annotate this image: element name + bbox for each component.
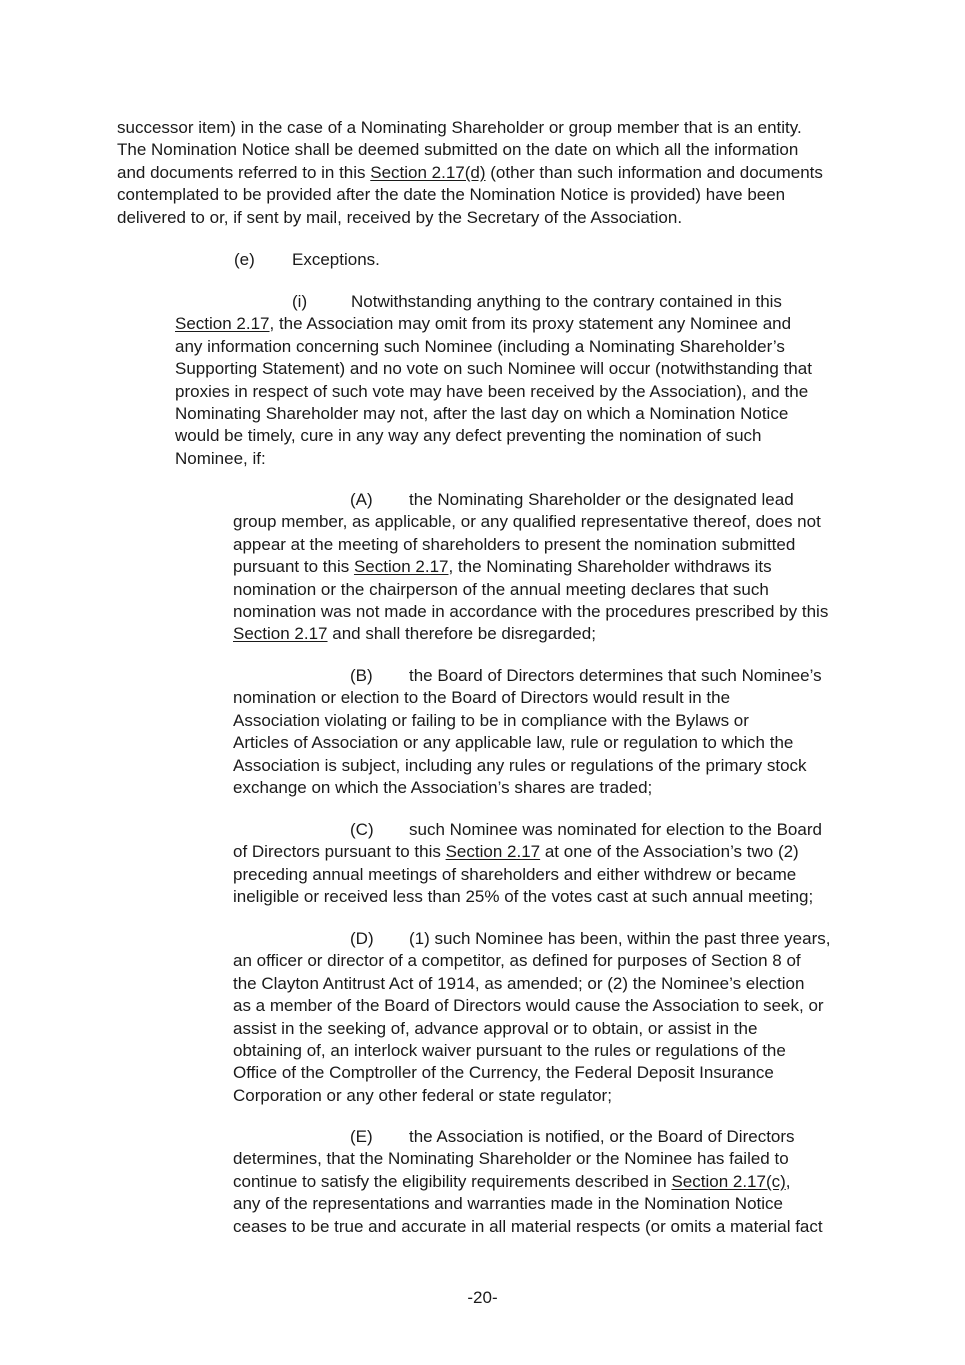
section-reference: Section 2.17: [175, 314, 270, 334]
text-line: delivered to or, if sent by mail, received by the Secretary of the Association.: [117, 207, 683, 227]
text-line: nomination was not made in accordance with the procedures prescribed by this: [233, 601, 829, 621]
text-line: Nominating Shareholder may not, after the last day on which a Nomination Notice: [175, 403, 789, 423]
item-b-paragraph: [233, 665, 822, 799]
text-span: and shall therefore be disregarded;: [327, 624, 596, 644]
text-span: Notwithstanding anything to the contrary contained in this: [351, 292, 782, 311]
text-line: Articles of Association or any applicable law, rule or regulation to which the: [233, 733, 794, 753]
text-line: [233, 623, 828, 645]
item-e-paragraph: [233, 1126, 823, 1238]
section-reference: Section 2.17: [353, 557, 449, 577]
text-line: would be timely, cure in any way any defect preventing the nomination of such: [175, 426, 762, 446]
text-line: [233, 1171, 823, 1193]
text-line: as a member of the Board of Directors would cause the Association to seek, or: [233, 996, 824, 1016]
text-span: and documents referred to in this: [117, 162, 371, 182]
section-reference: Section 2.17(d): [370, 162, 486, 182]
text-span: pursuant to this: [233, 557, 354, 577]
item-a-paragraph: [233, 489, 828, 646]
text-span: (other than such information and documents: [485, 162, 823, 182]
item-d-paragraph: [233, 928, 830, 1107]
text-line: determines, that the Nominating Shareholder or the Nominee has failed to: [233, 1149, 789, 1169]
text-span: (1) such Nominee has been, within the past three years,: [409, 929, 831, 948]
text-line: Association violating or failing to be in compliance with the Bylaws or: [233, 710, 749, 730]
item-e-label: (E): [350, 1127, 373, 1146]
text-line: nomination or the chairperson of the annual meeting declares that such: [233, 579, 769, 599]
item-d-label: (D): [350, 929, 374, 948]
sub-i-paragraph: [175, 291, 812, 470]
text-line: ineligible or received less than 25% of the votes cast at such annual meeting;: [233, 887, 814, 907]
text-line: nomination or election to the Board of Directors would result in the: [233, 688, 731, 708]
sub-i-label: (i): [292, 292, 308, 311]
text-line: Office of the Comptroller of the Currency, the Federal Deposit Insurance: [233, 1063, 774, 1083]
text-line: obtaining of, an interlock waiver pursuant to the rules or regulations of the: [233, 1040, 786, 1060]
text-line: The Nomination Notice shall be deemed submitted on the date on which all the information: [117, 140, 799, 160]
text-span: the Board of Directors determines that such Nominee’s: [409, 666, 822, 685]
text-span: of Directors pursuant to this: [233, 842, 446, 862]
page-number: -20-: [467, 1288, 498, 1307]
text-line: Supporting Statement) and no vote on such Nominee will occur (notwithstanding that: [175, 359, 812, 379]
text-line: [233, 841, 822, 863]
item-c-label: (C): [350, 820, 374, 839]
section-e-label: (e): [234, 250, 255, 269]
intro-paragraph: [117, 117, 823, 229]
text-span: the Nominating Shareholder or the designated lead: [409, 490, 794, 509]
text-line: [233, 665, 822, 687]
text-line: ceases to be true and accurate in all material respects (or omits a material fact: [233, 1216, 823, 1236]
text-line: [233, 556, 828, 578]
text-line: [233, 928, 830, 950]
text-line: [233, 819, 822, 841]
text-line: [175, 313, 812, 335]
text-span: the Association is notified, or the Board of Directors: [409, 1127, 795, 1146]
item-b-label: (B): [350, 666, 373, 685]
section-e-title: Exceptions.: [292, 250, 380, 269]
text-line: preceding annual meetings of shareholders and either withdrew or became: [233, 864, 797, 884]
text-line: exchange on which the Association’s shares are traded;: [233, 777, 653, 797]
text-span: ,: [785, 1171, 791, 1191]
text-line: [233, 1126, 823, 1148]
text-line: appear at the meeting of shareholders to present the nomination submitted: [233, 534, 796, 554]
item-a-label: (A): [350, 490, 373, 509]
text-line: contemplated to be provided after the date the Nomination Notice is provided) have been: [117, 185, 786, 205]
text-line: [233, 489, 828, 511]
section-e-heading: [234, 249, 380, 271]
text-line: Association is subject, including any rules or regulations of the primary stock: [233, 755, 807, 775]
text-line: [175, 291, 812, 313]
section-reference: Section 2.17: [445, 842, 541, 862]
text-line: [234, 249, 380, 271]
text-line: group member, as applicable, or any qualified representative thereof, does not: [233, 512, 821, 532]
text-line: the Clayton Antitrust Act of 1914, as amended; or (2) the Nominee’s election: [233, 973, 805, 993]
text-span: such Nominee was nominated for election to the Board: [409, 820, 822, 839]
text-span: , the Association may omit from its proxy statement any Nominee and: [269, 314, 792, 334]
text-line: successor item) in the case of a Nominating Shareholder or group member that is an entity.: [117, 118, 802, 137]
text-line: any information concerning such Nominee (including a Nominating Shareholder’s: [175, 336, 785, 356]
section-reference: Section 2.17: [233, 624, 328, 644]
text-line: assist in the seeking of, advance approval or to obtain, or assist in the: [233, 1018, 758, 1038]
text-line: any of the representations and warranties made in the Nomination Notice: [233, 1194, 783, 1214]
text-span: at one of the Association’s two (2): [540, 842, 799, 862]
text-line: Corporation or any other federal or state regulator;: [233, 1085, 612, 1105]
text-line: an officer or director of a competitor, as defined for purposes of Section 8 of: [233, 951, 801, 971]
text-span: , the Nominating Shareholder withdraws its: [448, 557, 772, 577]
text-line: proxies in respect of such vote may have been received by the Association), and the: [175, 381, 809, 401]
item-c-paragraph: [233, 819, 822, 909]
text-span: continue to satisfy the eligibility requirements described in: [233, 1171, 672, 1191]
section-reference: Section 2.17(c): [671, 1171, 786, 1191]
text-line: [117, 162, 823, 184]
text-line: Nominee, if:: [175, 448, 266, 468]
